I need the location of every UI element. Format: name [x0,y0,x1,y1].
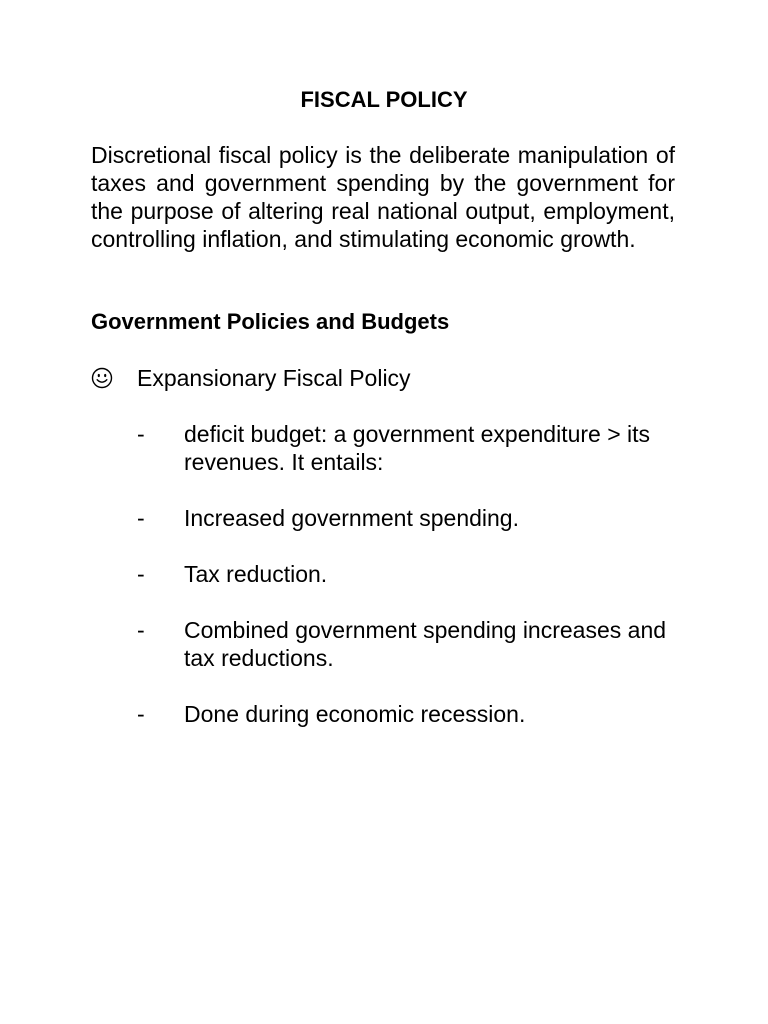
list-item [137,616,682,672]
bullet-text: Done during economic recession. [184,701,526,727]
bullet-dash: - [137,561,145,587]
bullet-text: deficit budget: a government expenditure > its revenues. It entails: [184,421,651,475]
section-heading: Government Policies and Budgets [91,309,450,334]
page-title: FISCAL POLICY [300,87,468,112]
list-item [137,700,682,728]
bullet-list [137,420,682,756]
bullet-text: Increased government spending. [184,505,519,531]
subsection-label: Expansionary Fiscal Policy [137,365,411,391]
list-item [137,420,682,476]
bullet-dash: - [137,421,145,447]
subsection-heading [91,364,411,392]
intro-paragraph: Discretional fiscal policy is the deliberate manipulation of taxes and government spending by the government for the purpose of altering real national output, employment, controlling inflation, and stimulating economic growth. [91,142,675,252]
smiley-icon [91,367,113,389]
list-item [137,504,682,532]
bullet-dash: - [137,505,145,531]
bullet-dash: - [137,617,145,643]
list-item [137,560,682,588]
bullet-text: Combined government spending increases and tax reductions. [184,617,667,671]
bullet-text: Tax reduction. [184,561,328,587]
bullet-dash: - [137,701,145,727]
